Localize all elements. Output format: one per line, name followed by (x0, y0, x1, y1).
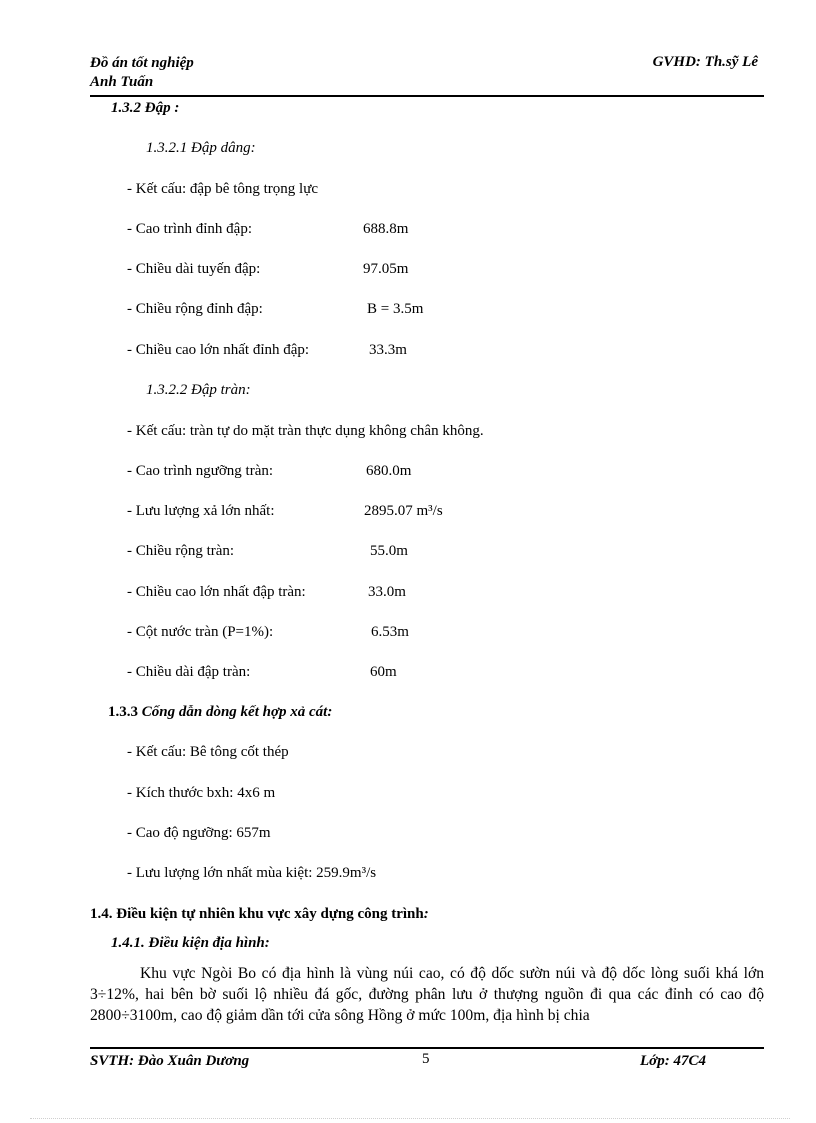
header-left (90, 54, 194, 92)
section-number: 1.3.3 (108, 704, 138, 720)
spec-row: - Kết cấu: Bê tông cốt thép (127, 744, 289, 760)
header-title: Đồ án tốt nghiệp (90, 55, 194, 71)
section-heading: Cống dẫn dòng kết hợp xả cát: (141, 704, 333, 720)
spec-row-label: - Lưu lượng xả lớn nhất: (127, 503, 275, 519)
spec-row-label: - Chiều dài tuyến đập: (127, 261, 261, 277)
section-1-3-2-1-title: 1.3.2.1 Đập dâng: (146, 140, 256, 156)
footer-class: Lớp: 47C4 (640, 1053, 706, 1069)
header-author: Anh Tuấn (90, 74, 154, 90)
spec-row-value: 97.05m (363, 261, 409, 277)
spec-row-value: 33.0m (368, 584, 406, 600)
body-paragraph: Khu vực Ngòi Bo có địa hình là vùng núi cao, có độ dốc sườn núi và độ dốc lòng suối khá lớn 3÷12%, hai bên bờ suối lộ nhiều đá gốc, đường phân lưu ở thượng nguồn đi qua các đỉnh có cao độ 2800÷3100m, cao độ giảm dần tới cửa sông Hồng ở mức 100m, địa hình bị chia (90, 965, 764, 1024)
spec-row-label: - Cao trình đỉnh đập: (127, 221, 252, 237)
spec-row-value: 2895.07 m³/s (364, 503, 443, 519)
spec-row-value: 55.0m (370, 543, 408, 559)
spec-row-label: - Chiều rộng tràn: (127, 543, 235, 559)
section-heading: 1.4. Điều kiện tự nhiên khu vực xây dựng công trình (90, 906, 424, 922)
spec-row-label: - Chiều cao lớn nhất đập tràn: (127, 584, 306, 600)
spec-row-value: B = 3.5m (367, 301, 424, 317)
section-1-3-3-title (108, 704, 332, 721)
section-1-3-2-2-title: 1.3.2.2 Đập tràn: (146, 382, 251, 398)
spec-row-value: 6.53m (371, 624, 409, 640)
spec-row: - Kích thước bxh: 4x6 m (127, 785, 276, 801)
spec-row: - Cao độ ngưỡng: 657m (127, 825, 271, 841)
spec-row-label: - Chiều rộng đỉnh đập: (127, 301, 263, 317)
heading-colon: : (423, 906, 429, 922)
header-supervisor: GVHD: Th.sỹ Lê (652, 54, 758, 70)
spec-row-label: - Kết cấu: tràn tự do mặt tràn thực dụng không chân không. (127, 423, 484, 439)
section-1-3-2-title: 1.3.2 Đập : (111, 100, 180, 116)
section-1-4-1-title: 1.4.1. Điều kiện địa hình: (111, 935, 270, 951)
header-divider (90, 95, 764, 97)
footer-student: SVTH: Đào Xuân Dương (90, 1053, 250, 1069)
spec-row-value: 60m (370, 664, 397, 680)
spec-row-label: - Chiều cao lớn nhất đỉnh đập: (127, 342, 310, 358)
spec-row-label: - Cao trình ngưỡng tràn: (127, 463, 274, 479)
spec-row-label: - Cột nước tràn (P=1%): (127, 624, 274, 640)
spec-row: - Lưu lượng lớn nhất mùa kiệt: 259.9m³/s (127, 865, 377, 881)
spec-row-label: - Chiều dài đập tràn: (127, 664, 251, 680)
footer-divider (90, 1047, 764, 1049)
page-number: 5 (422, 1051, 430, 1067)
spec-row-value: 688.8m (363, 221, 409, 237)
spec-row-label: - Kết cấu: đập bê tông trọng lực (127, 181, 318, 197)
spec-row-value: 680.0m (366, 463, 412, 479)
spec-row-value: 33.3m (369, 342, 407, 358)
page-edge (30, 1118, 790, 1119)
section-1-4-title (90, 906, 429, 923)
